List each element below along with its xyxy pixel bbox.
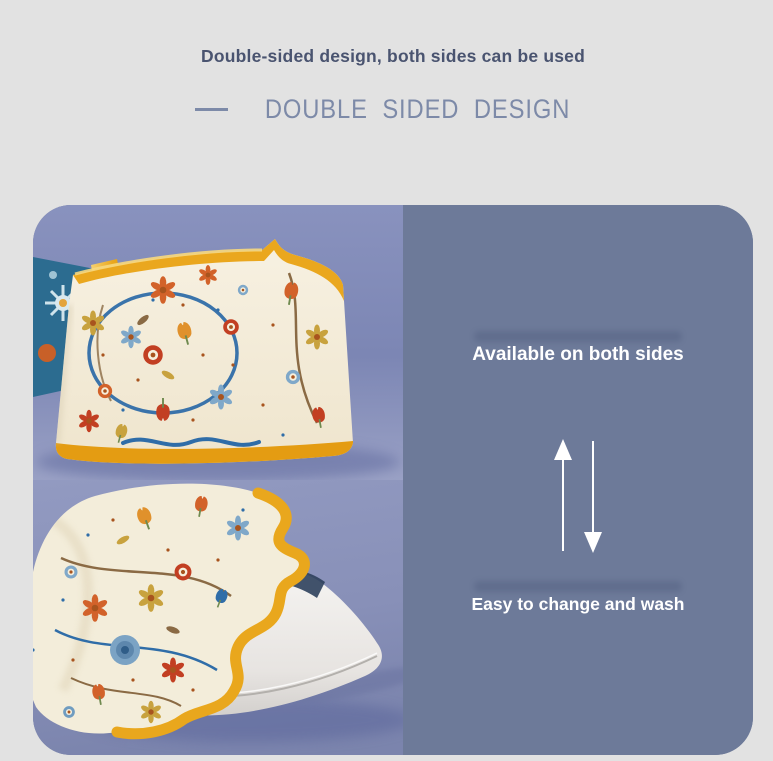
bottom-pillow-photo [33,480,403,755]
top-pillow-photo [33,205,403,480]
section-title: DOUBLE SIDED DESIGN [264,94,571,124]
subtitle: Double-sided design, both sides can be used [201,46,585,66]
caption-easy: Easy to change and wash [471,594,685,614]
photo-column [33,205,403,755]
heading-dash-icon [195,108,228,111]
swap-arrows [403,439,753,553]
feature-captions [403,205,753,755]
ghost-text-artifact [474,331,682,342]
down-arrow-icon [584,439,602,553]
feature-panel [33,205,753,755]
ghost-text-artifact [474,581,682,592]
caption-available: Available on both sides [472,344,684,365]
section-heading [33,94,753,125]
up-arrow-icon [554,439,572,553]
